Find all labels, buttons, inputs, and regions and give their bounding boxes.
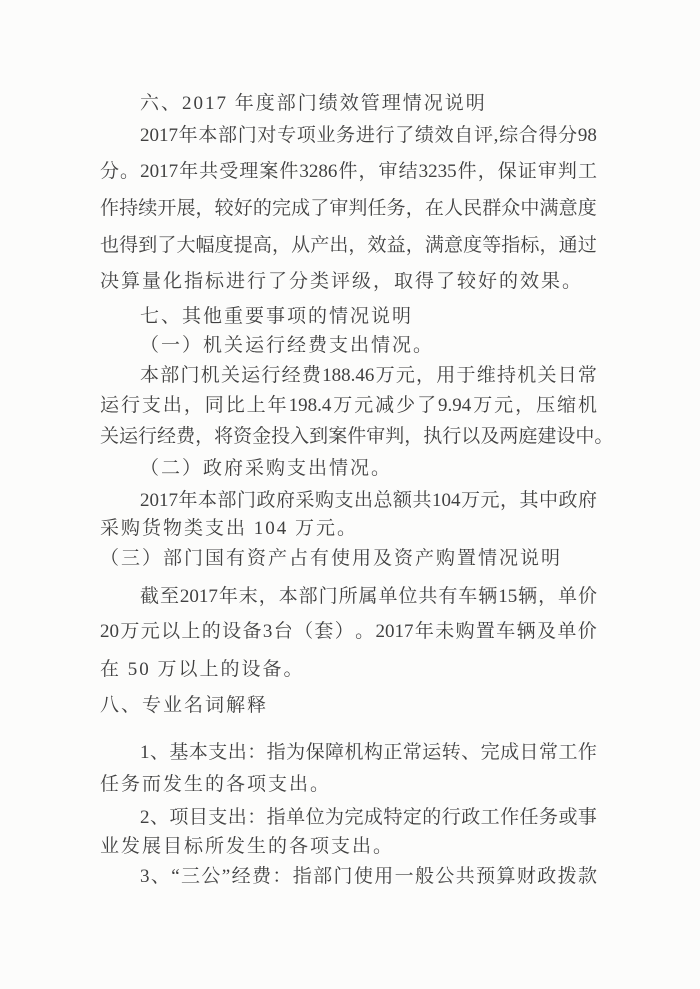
text-line-16: 截 至 2017 年 末 ， 本 部 门 所 属 单 位 共 有 车 辆 15 辆 ， 单 价 bbox=[140, 586, 597, 607]
text-line-20: 1 、 基 本 支 出 ： 指 为 保 障 机 构 正 常 运 转 、 完 成 日 常 工 作 bbox=[140, 742, 597, 763]
text-line-18: 在 50 万以上的设备。 bbox=[100, 659, 305, 680]
text-line-19: 八、专业名词解释 bbox=[100, 695, 269, 716]
text-line-2: 2017 年 本 部 门 对 专 项 业 务 进 行 了 绩 效 自 评 , 综 合 得 分 98 bbox=[140, 125, 597, 146]
text-line-3: 分 。 2017 年 共 受 理 案 件 3286 件 ， 审 结 3235 件 ， 保 证 审 判 工 bbox=[100, 161, 597, 182]
text-line-22: 2 、 项 目 支 出 ： 指 单 位 为 完 成 特 定 的 行 政 工 作 任 务 或 事 bbox=[140, 807, 597, 828]
text-line-14: 采购货物类支出 104 万元。 bbox=[100, 518, 359, 539]
text-line-15: （三）部门国有资产占有使用及资产购置情况说明 bbox=[100, 548, 563, 569]
text-line-24: 3 、 “ 三 公 ” 经 费 ： 指 部 门 使 用 一 般 公 共 预 算 财 政 拨 款 bbox=[140, 866, 597, 887]
text-line-23: 业发展目标所发生的各项支出。 bbox=[100, 836, 395, 857]
text-line-1: 六、2017 年度部门绩效管理情况说明 bbox=[140, 93, 487, 114]
text-line-9: 本 部 门 机 关 运 行 经 费 188.46 万 元 ， 用 于 维 持 机 关 日 常 bbox=[140, 365, 597, 386]
text-line-21: 任务而发生的各项支出。 bbox=[100, 774, 332, 795]
text-line-6: 决算量化指标进行了分类评级，取得了较好的效果。 bbox=[100, 271, 584, 292]
text-line-12: （二）政府采购支出情况。 bbox=[140, 458, 393, 479]
text-line-11: 关 运 行 经 费 ， 将 资 金 投 入 到 案 件 审 判 ， 执 行 以 及 两 庭 建 设 中 。 bbox=[100, 426, 614, 447]
text-line-7: 七、其他重要事项的情况说明 bbox=[140, 306, 414, 327]
text-line-5: 也 得 到 了 大 幅 度 提 高 ， 从 产 出 ， 效 益 ， 满 意 度 等 指 标 ， 通 过 bbox=[100, 235, 597, 256]
text-line-17: 20 万 元 以 上 的 设 备 3 台 （ 套 ） 。 2017 年 未 购 置 车 辆 及 单 价 bbox=[100, 621, 597, 642]
text-line-13: 2017 年 本 部 门 政 府 采 购 支 出 总 额 共 104 万 元 ， 其 中 政 府 bbox=[140, 490, 597, 511]
text-line-4: 作 持 续 开 展 ， 较 好 的 完 成 了 审 判 任 务 ， 在 人 民 群 众 中 满 意 度 bbox=[100, 198, 597, 219]
text-line-10: 运 行 支 出 ， 同 比 上 年 198.4 万 元 减 少 了 9.94 万 元 ， 压 缩 机 bbox=[100, 395, 597, 416]
text-line-8: （一）机关运行经费支出情况。 bbox=[140, 335, 435, 356]
